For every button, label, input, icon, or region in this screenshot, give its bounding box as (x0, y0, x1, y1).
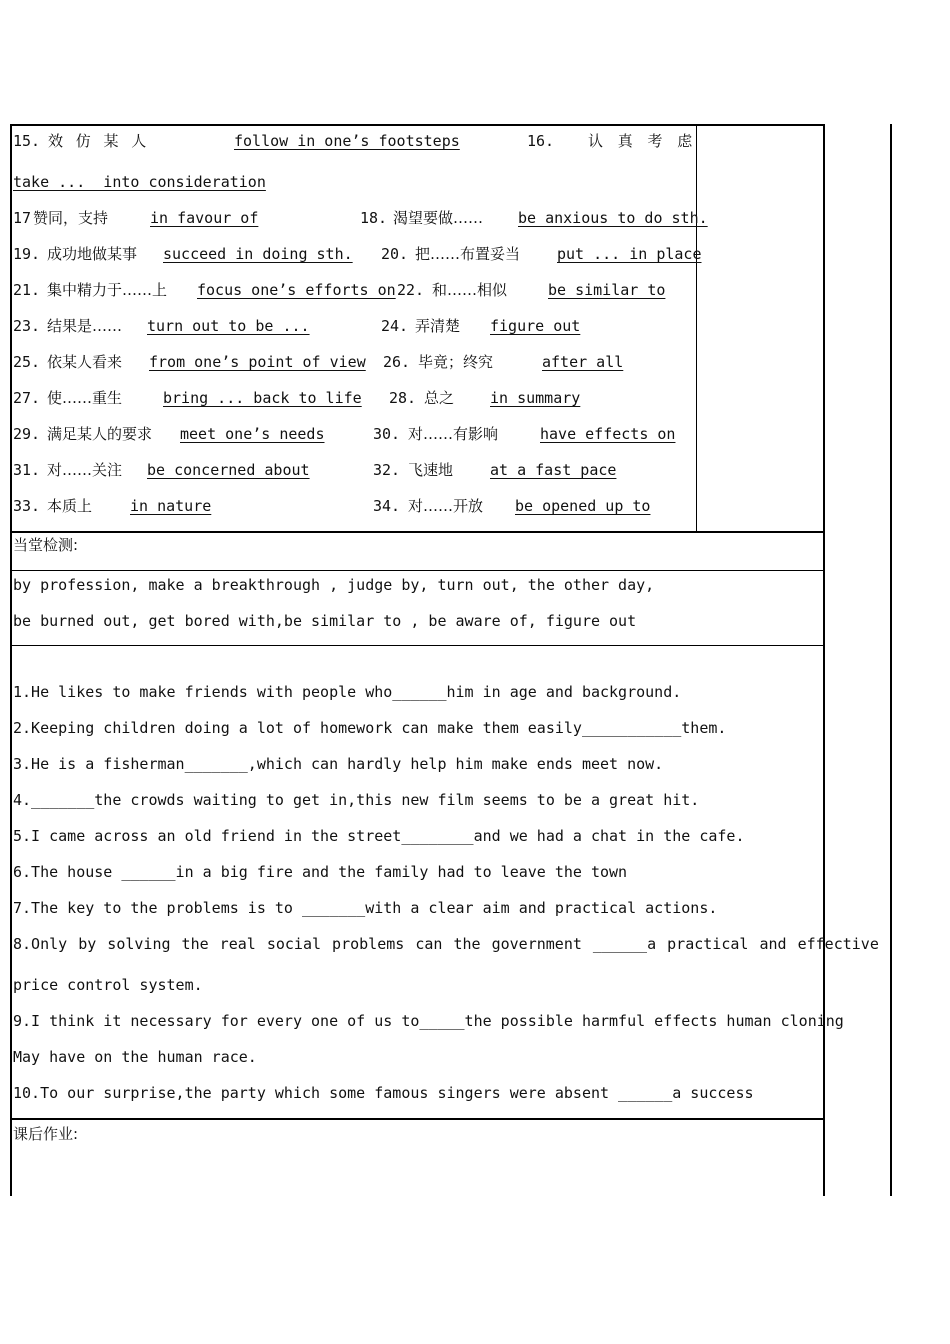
exercise-item: 9.I think it necessary for every one of us to_____the possible harmful effects human cloning (13, 1012, 844, 1030)
word-bank-line: be burned out, get bored with,be similar to , be aware of, figure out (13, 612, 637, 630)
phrase-num: 16. (527, 132, 555, 150)
phrase-cn: 满足某人的要求 (47, 425, 153, 443)
exercise-item: 2.Keeping children doing a lot of homework can make them easily___________them. (13, 719, 727, 737)
phrase-en: bring ... back to life (163, 389, 362, 407)
exercise-item: 6.The house ______in a big fire and the family had to leave the town (13, 863, 628, 881)
phrase-num: 34. (373, 497, 401, 515)
phrase-en: focus one’s efforts on (197, 281, 396, 299)
phrase-en: turn out to be ... (147, 317, 310, 335)
phrase-en: in favour of (150, 209, 259, 227)
phrase-cn: 对……开放 (408, 497, 484, 515)
phrase-num: 17 (13, 209, 32, 227)
table-right-border (823, 124, 825, 1196)
phrase-en: be anxious to do sth. (518, 209, 708, 227)
phrase-num: 20. (381, 245, 409, 263)
phrase-cn: 弄清楚 (415, 317, 461, 335)
phrase-cn: 赞同，支持 (33, 209, 109, 227)
phrase-en: be similar to (548, 281, 666, 299)
phrase-num: 31. (13, 461, 41, 479)
phrase-num: 15. (13, 132, 41, 150)
phrase-num: 23. (13, 317, 41, 335)
exercise-item: 8.Only by solving the real social problems can the government ______a practical and effective (13, 935, 879, 953)
phrase-num: 21. (13, 281, 41, 299)
exercise-item: 3.He is a fisherman_______,which can hardly help him make ends meet now. (13, 755, 664, 773)
phrase-en: at a fast pace (490, 461, 617, 479)
phrase-en: follow in one’s footsteps (234, 132, 460, 150)
outer-right-line (890, 124, 892, 1196)
phrase-cn: 使……重生 (47, 389, 123, 407)
phrase-cn: 本质上 (47, 497, 93, 515)
exercise-item: 1.He likes to make friends with people who______him in age and background. (13, 683, 682, 701)
phrase-en: figure out (490, 317, 581, 335)
word-bank-line: by profession, make a breakthrough , judge by, turn out, the other day, (13, 576, 655, 594)
exercise-item: May have on the human race. (13, 1048, 257, 1066)
table-top-border (10, 124, 825, 126)
phrase-num: 30. (373, 425, 401, 443)
column-divider (696, 124, 697, 532)
phrase-en: take ... into consideration (13, 173, 266, 191)
phrase-cn: 和……相似 (432, 281, 508, 299)
phrase-num: 27. (13, 389, 41, 407)
phrase-num: 28. (389, 389, 417, 407)
phrase-cn: 结果是…… (47, 317, 123, 335)
phrase-en: have effects on (540, 425, 676, 443)
phrase-cn: 对……关注 (47, 461, 123, 479)
phrase-cn: 把……布置妥当 (415, 245, 521, 263)
phrase-en: after all (542, 353, 624, 371)
phrase-en: in summary (490, 389, 581, 407)
phrase-en: be opened up to (515, 497, 651, 515)
phrase-cn: 认 真 考 虑 (588, 132, 698, 150)
row-divider-check (10, 570, 825, 571)
phrase-cn: 飞速地 (408, 461, 454, 479)
row-divider-wordbank (10, 645, 825, 646)
phrase-en: from one’s point of view (149, 353, 366, 371)
phrase-cn: 对……有影响 (408, 425, 499, 443)
exercise-item: 7.The key to the problems is to _______with a clear aim and practical actions. (13, 899, 718, 917)
phrase-cn: 效 仿 某 人 (48, 132, 151, 150)
exercise-item: price control system. (13, 976, 203, 994)
phrase-num: 24. (381, 317, 409, 335)
phrase-num: 19. (13, 245, 41, 263)
phrase-num: 29. (13, 425, 41, 443)
phrase-cn: 毕竟；终究 (418, 353, 494, 371)
phrase-cn: 依某人看来 (47, 353, 123, 371)
row-divider-exercises (10, 1118, 825, 1120)
phrase-cn: 成功地做某事 (47, 245, 138, 263)
phrase-en: succeed in doing sth. (163, 245, 353, 263)
phrase-cn: 集中精力于……上 (47, 281, 168, 299)
section-heading-check: 当堂检测: (13, 536, 79, 554)
phrase-en: be concerned about (147, 461, 310, 479)
exercise-item: 4._______the crowds waiting to get in,this new film seems to be a great hit. (13, 791, 700, 809)
exercise-item: 5.I came across an old friend in the street________and we had a chat in the cafe. (13, 827, 745, 845)
phrase-en: put ... in place (557, 245, 702, 263)
phrase-num: 32. (373, 461, 401, 479)
phrase-en: in nature (130, 497, 212, 515)
table-left-border (10, 124, 12, 1196)
section-heading-homework: 课后作业: (13, 1125, 79, 1143)
exercise-item: 10.To our surprise,the party which some famous singers were absent ______a success (13, 1084, 754, 1102)
phrase-cn: 总之 (424, 389, 455, 407)
phrase-num: 22. (397, 281, 425, 299)
row-divider-phrases (10, 531, 825, 533)
phrase-num: 26. (383, 353, 411, 371)
phrase-en: meet one’s needs (180, 425, 325, 443)
phrase-num: 33. (13, 497, 41, 515)
phrase-num: 25. (13, 353, 41, 371)
phrase-cn: 渴望要做…… (393, 209, 484, 227)
phrase-num: 18. (360, 209, 388, 227)
